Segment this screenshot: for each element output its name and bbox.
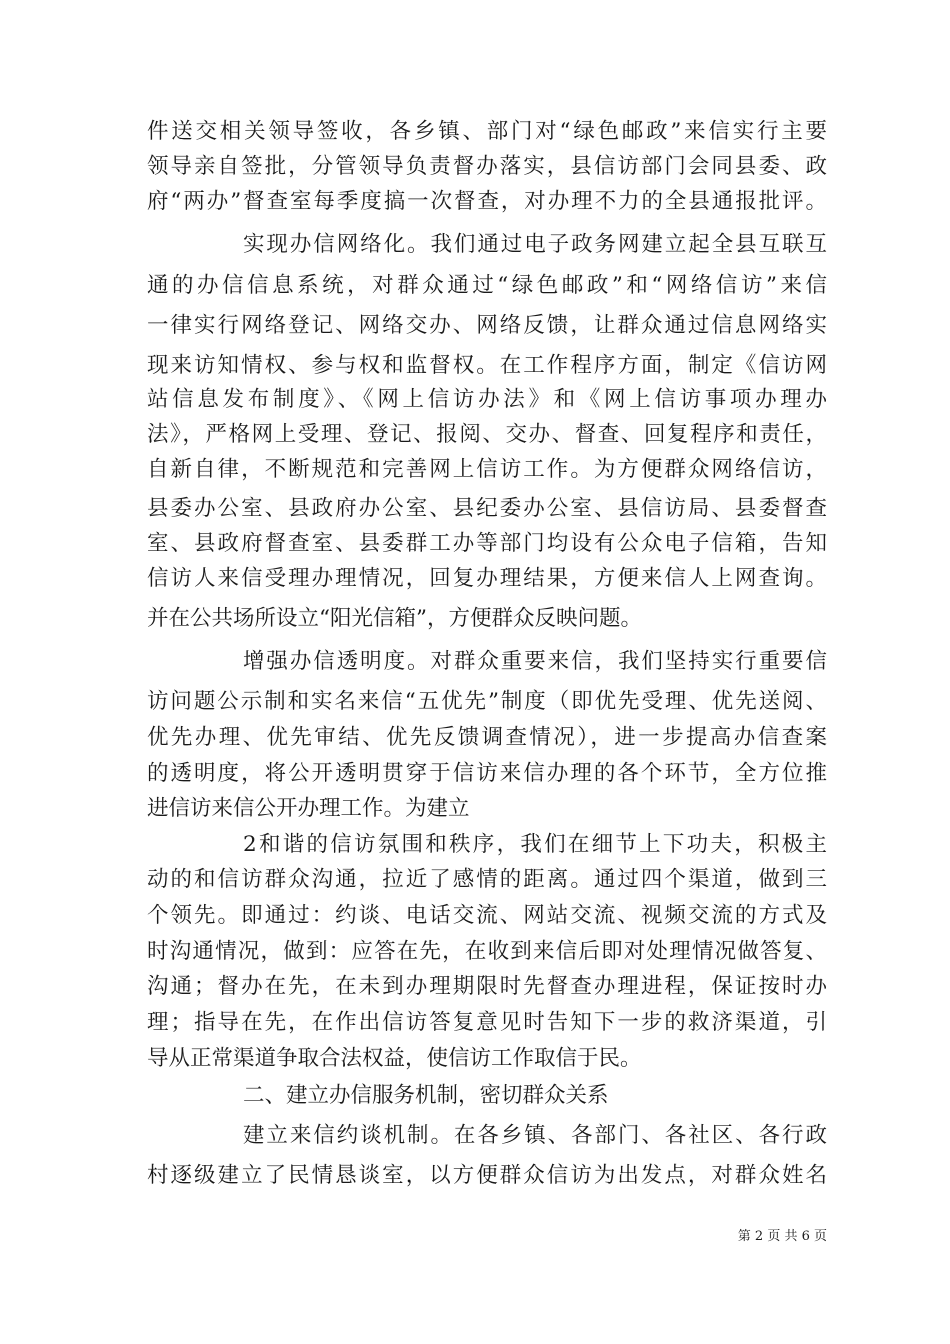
text-line: 县委办公室、县政府办公室、县纪委办公室、县信访局、县委督查 — [147, 496, 827, 521]
text-line: 领导亲自签批，分管领导负责督办落实，县信访部门会同县委、政 — [147, 154, 827, 179]
text-line: 的透明度，将公开透明贯穿于信访来信办理的各个环节，全方位推 — [147, 761, 827, 786]
text-line: 导从正常渠道争取合法权益，使信访工作取信于民。 — [147, 1046, 642, 1071]
page-number: 第 2 页 共 6 页 — [737, 1229, 827, 1244]
text-line: 个领先。即通过：约谈、电话交流、网站交流、视频交流的方式及 — [147, 903, 827, 928]
text-line: 进信访来信公开办理工作。为建立 — [147, 796, 470, 821]
text-line: 现来访知情权、参与权和监督权。在工作程序方面，制定《信访网 — [147, 353, 827, 378]
text-line: 并在公共场所设立“阳光信箱”，方便群众反映问题。 — [147, 606, 642, 631]
paragraph-start: 2和谐的信访氛围和秩序，我们在细节上下功夫，积极主 — [243, 832, 827, 857]
text-line: 沟通；督办在先，在未到办理期限时先督查办理进程，保证按时办 — [147, 974, 827, 999]
paragraph-start: 建立来信约谈机制。在各乡镇、各部门、各社区、各行政 — [243, 1123, 827, 1148]
text-line: 件送交相关领导签收，各乡镇、部门对“绿色邮政”来信实行主要 — [147, 119, 827, 144]
text-line: 时沟通情况，做到：应答在先，在收到来信后即对处理情况做答复、 — [147, 939, 827, 964]
text-line: 站信息发布制度》、《网上信访办法》和《网上信访事项办理办 — [147, 387, 827, 412]
text-line: 通的办信信息系统，对群众通过“绿色邮政”和“网络信访”来信 — [147, 273, 827, 298]
text-line: 优先办理、优先审结、优先反馈调查情况），进一步提高办信查案 — [147, 725, 827, 750]
text-line: 动的和信访群众沟通，拉近了感情的距离。通过四个渠道，做到三 — [147, 867, 827, 892]
text-line: 法》，严格网上受理、登记、报阅、交办、督查、回复程序和责任， — [147, 422, 827, 447]
section-heading: 二、建立办信服务机制，密切群众关系 — [243, 1083, 609, 1108]
text-line: 村逐级建立了民情恳谈室，以方便群众信访为出发点，对群众姓名 — [147, 1163, 827, 1188]
text-line: 访问题公示制和实名来信“五优先”制度（即优先受理、优先送阅、 — [147, 689, 827, 714]
text-line: 府“两办”督查室每季度搞一次督查，对办理不力的全县通报批评。 — [147, 189, 827, 214]
paragraph-start: 增强办信透明度。对群众重要来信，我们坚持实行重要信 — [243, 649, 827, 674]
paragraph-start: 实现办信网络化。我们通过电子政务网建立起全县互联互 — [243, 232, 827, 257]
text-line: 自新自律，不断规范和完善网上信访工作。为方便群众网络信访， — [147, 457, 827, 482]
text-line: 信访人来信受理办理情况，回复办理结果，方便来信人上网查询。 — [147, 566, 827, 591]
text-line: 理；指导在先，在作出信访答复意见时告知下一步的救济渠道，引 — [147, 1010, 827, 1035]
text-line: 室、县政府督查室、县委群工办等部门均设有公众电子信箱，告知 — [147, 531, 827, 556]
text-line: 一律实行网络登记、网络交办、网络反馈，让群众通过信息网络实 — [147, 313, 827, 338]
